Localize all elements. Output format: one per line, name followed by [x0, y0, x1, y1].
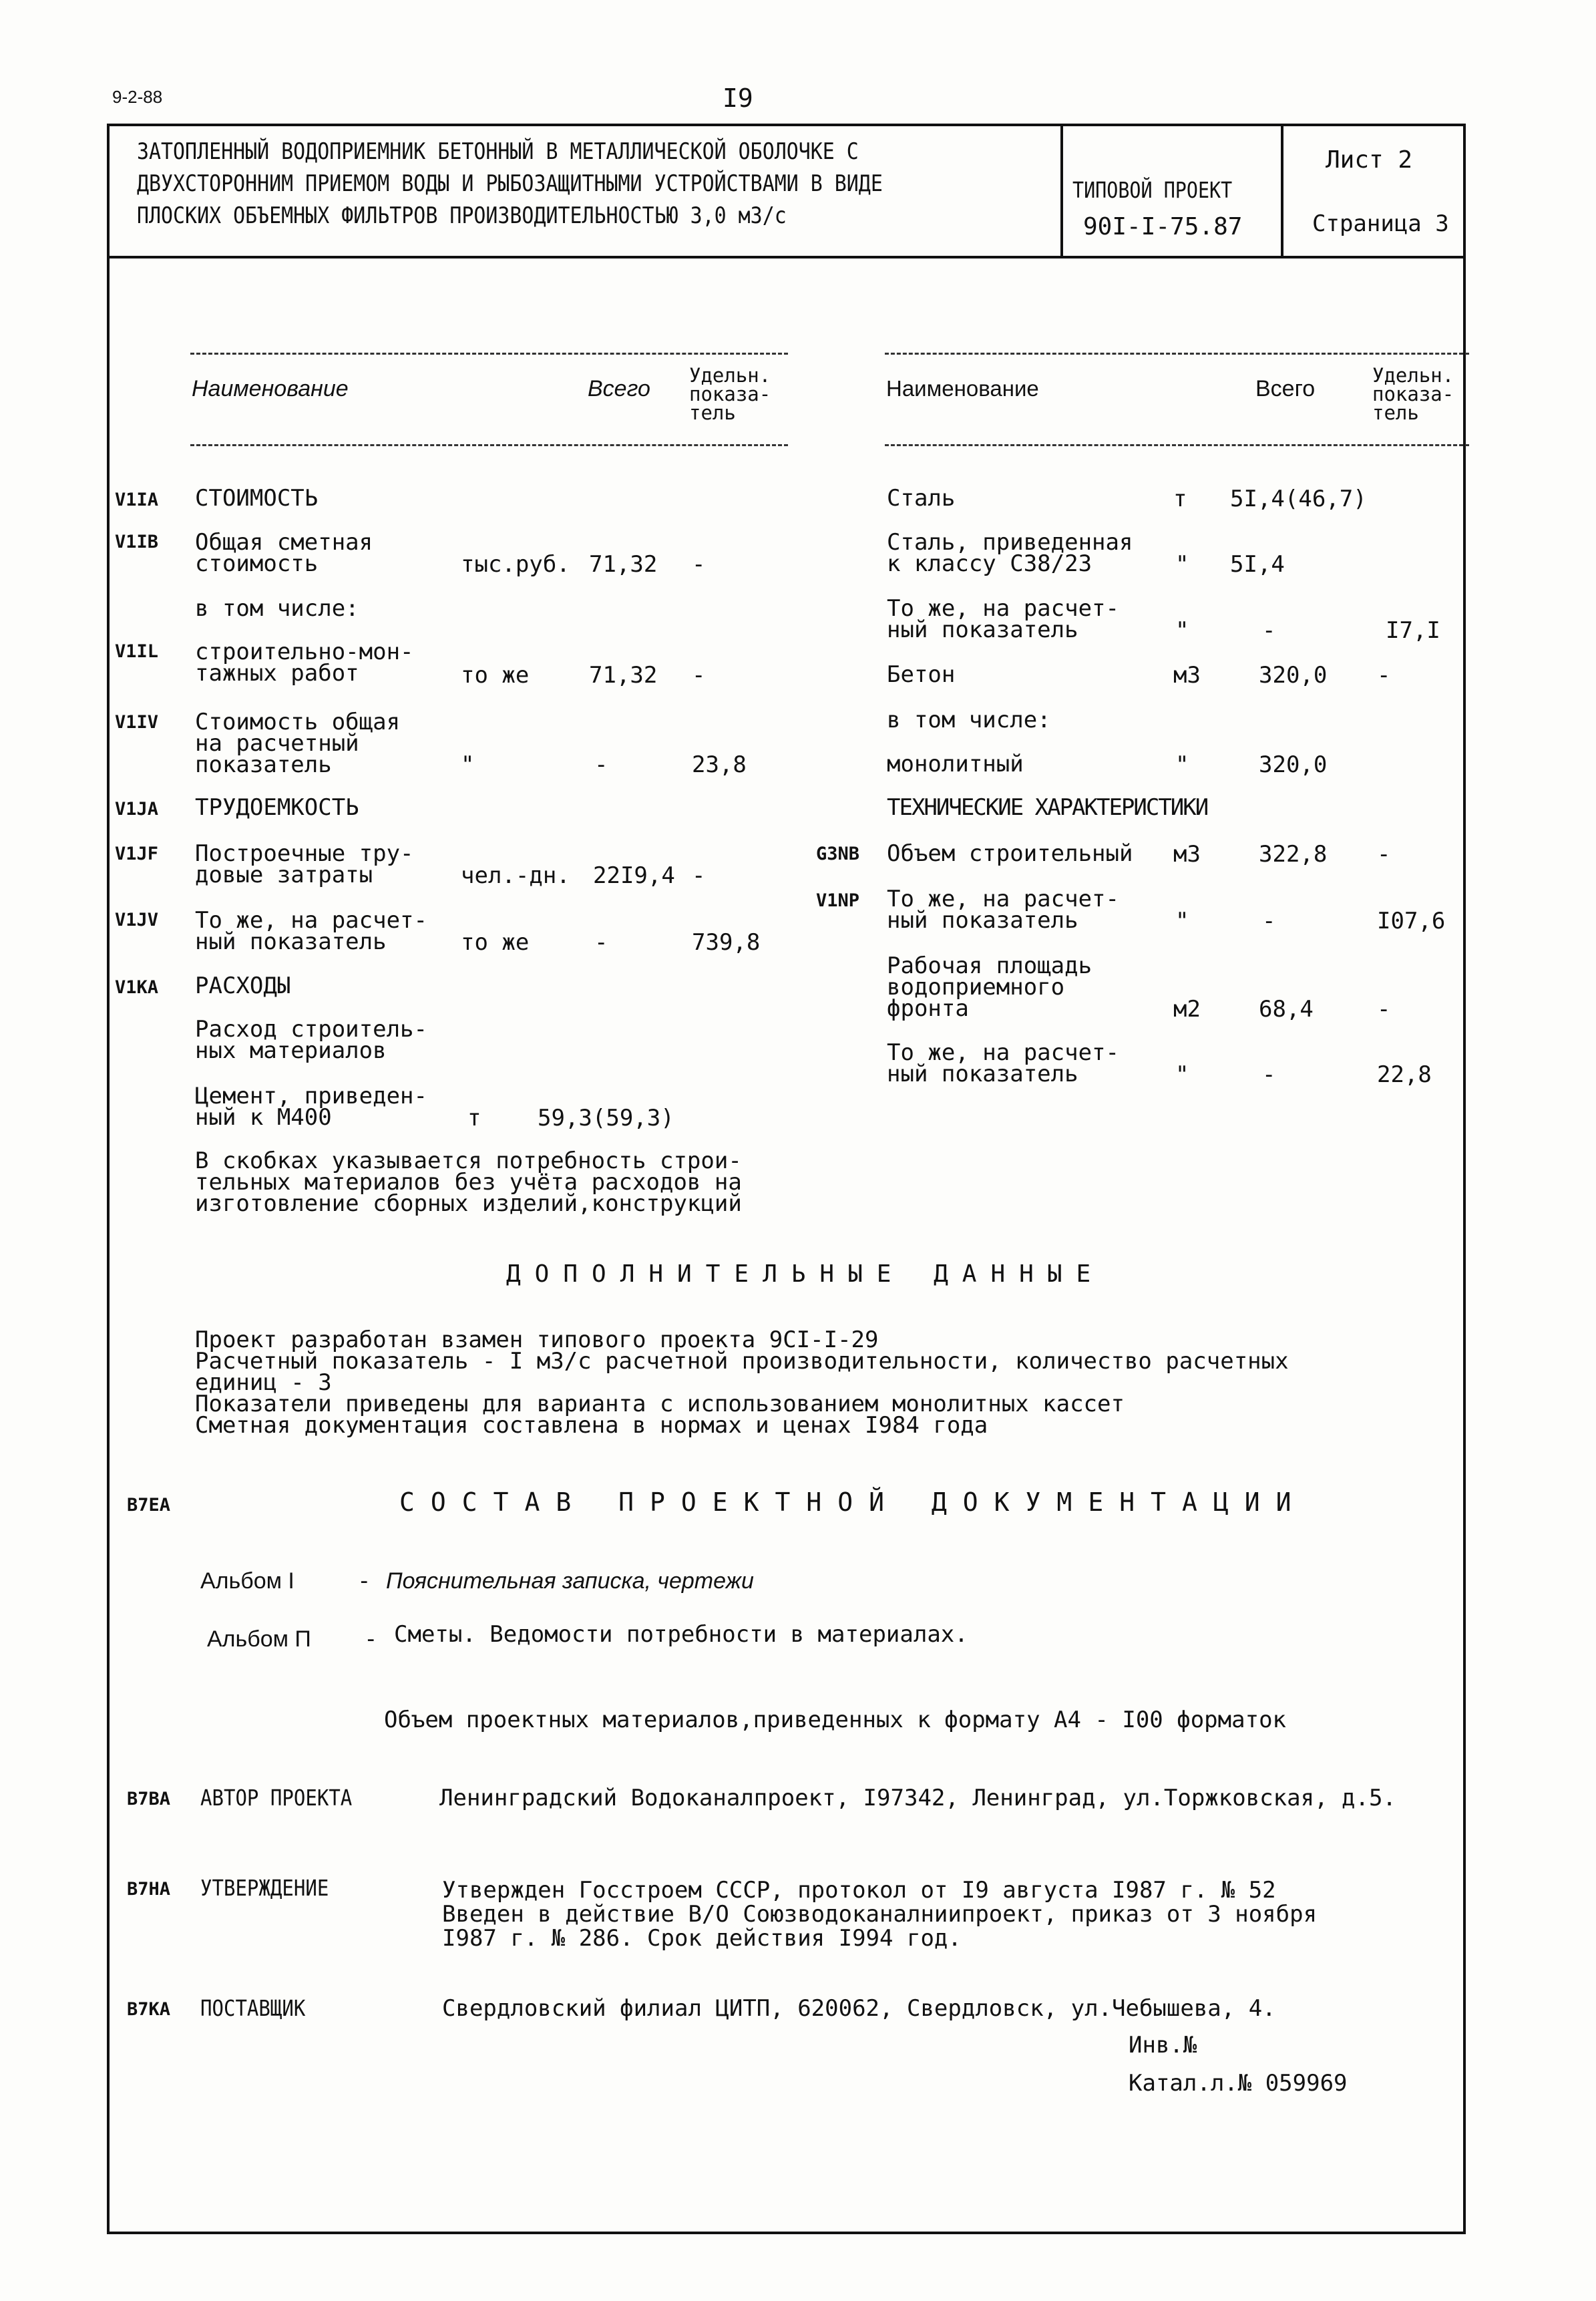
row-specific: -: [1377, 662, 1391, 689]
row-name: в том числе:: [195, 595, 359, 622]
row-total: -: [1262, 617, 1276, 644]
row-specific: -: [692, 551, 706, 578]
right-col-total-header: Всего: [1255, 376, 1316, 401]
title-line-1: ЗАТОПЛЕННЫЙ ВОДОПРИЕМНИК БЕТОННЫЙ В МЕТАЛЛИЧЕСКОЙ ОБОЛОЧКЕ С: [137, 138, 859, 165]
right-header-top-rule: [885, 353, 1469, 355]
title-line-2: ДВУХСТОРОННИМ ПРИЕМОМ ВОДЫ И РЫБОЗАЩИТНЫМИ УСТРОЙСТВАМИ В ВИДЕ: [137, 170, 883, 197]
sheet-number: Лист 2: [1326, 146, 1413, 174]
right-header-bottom-rule: [885, 444, 1469, 446]
row-unit: ": [1175, 751, 1189, 778]
row-total: 5I,4(46,7): [1230, 486, 1367, 512]
album-1-label: Альбом I: [200, 1568, 294, 1594]
row-specific: -: [1377, 841, 1391, 868]
left-col-name-header: Наименование: [192, 376, 349, 401]
row-name: Стоимость общая на расчетный показатель: [195, 709, 401, 778]
row-unit: ": [461, 751, 475, 778]
page-number: I9: [723, 83, 753, 113]
row-name: ТЕХНИЧЕСКИЕ ХАРАКТЕРИСТИКИ: [887, 794, 1208, 821]
document-title: [137, 140, 984, 236]
row-specific: 23,8: [692, 751, 747, 778]
approval-label: УТВЕРЖДЕНИЕ: [200, 1875, 329, 1901]
inventory-number: Инв.№: [1129, 2032, 1197, 2059]
row-unit: то же: [461, 662, 530, 689]
row-name: Рабочая площадь водоприемного фронта: [887, 952, 1092, 1022]
row-code: G3NB: [816, 844, 860, 864]
album-2-dash: -: [364, 1626, 378, 1652]
row-unit: то же: [461, 929, 530, 956]
row-name: РАСХОДЫ: [195, 972, 291, 999]
row-specific: -: [1377, 996, 1391, 1023]
composition-code: B7EA: [127, 1495, 171, 1516]
row-name: То же, на расчет- ный показатель: [887, 595, 1119, 643]
row-unit: тыс.руб.: [461, 551, 570, 578]
composition-heading: СОСТАВ ПРОЕКТНОЙ ДОКУМЕНТАЦИИ: [399, 1487, 1308, 1517]
row-total: 320,0: [1259, 751, 1328, 778]
album-2-label: Альбом П: [207, 1626, 311, 1652]
title-line-3: ПЛОСКИХ ОБЪЕМНЫХ ФИЛЬТРОВ ПРОИЗВОДИТЕЛЬНОСТЬЮ 3,0 м3/с: [137, 202, 787, 229]
row-name: То же, на расчет- ный показатель: [887, 886, 1119, 934]
row-specific: -: [692, 862, 706, 889]
row-unit: ": [1175, 617, 1189, 644]
row-unit: ": [1175, 908, 1189, 934]
row-name: Общая сметная стоимость: [195, 529, 373, 577]
row-total: 71,32: [589, 551, 658, 578]
additional-heading: ДОПОЛНИТЕЛЬНЫЕ ДАННЫЕ: [506, 1260, 1105, 1288]
row-code: V1JF: [115, 844, 159, 864]
supplier-code: B7KA: [127, 1999, 171, 2020]
supplier-label: ПОСТАВЩИК: [200, 1995, 306, 2021]
row-code: V1IV: [115, 712, 159, 733]
page-indicator: Страница 3: [1312, 210, 1449, 237]
row-total: -: [594, 751, 608, 778]
row-name: Бетон: [887, 661, 956, 688]
row-name: Построечные тру- довые затраты: [195, 840, 414, 888]
row-total: -: [1262, 908, 1276, 934]
author-label: АВТОР ПРОЕКТА: [200, 1785, 353, 1811]
row-code: V1JA: [115, 799, 159, 820]
row-name: Сталь: [887, 485, 956, 512]
row-total: 322,8: [1259, 841, 1328, 868]
row-specific: 739,8: [692, 929, 761, 956]
row-name: строительно-мон- тажных работ: [195, 639, 414, 687]
row-unit: м2: [1173, 996, 1201, 1023]
row-total: 59,3(59,3): [538, 1105, 674, 1131]
row-name: СТОИМОСТЬ: [195, 485, 319, 512]
header-divider: [107, 256, 1466, 258]
left-header-top-rule: [190, 353, 788, 355]
row-unit: чел.-дн.: [461, 862, 570, 889]
row-specific: I7,I: [1386, 617, 1440, 644]
row-code: V1IL: [115, 641, 159, 662]
row-specific: 22,8: [1377, 1061, 1432, 1088]
approval-text: Утвержден Госстроем СССР, протокол от I9 августа I987 г. № 52 Введен в действие В/О Союзводоканалниипроект, приказ от 3 ноября I987 г. № 286. Срок действия I994 год.: [442, 1877, 1318, 1952]
row-specific: I07,6: [1377, 908, 1446, 934]
left-note: В скобках указывается потребность строи- тельных материалов без учёта расходов на изготовление сборных изделий,конструкций: [195, 1147, 742, 1217]
row-name: Сталь, приведенная к классу С38/23: [887, 529, 1133, 577]
row-unit: м3: [1173, 841, 1201, 868]
row-name: в том числе:: [887, 707, 1051, 733]
row-name: ТРУДОЕМКОСТЬ: [195, 794, 359, 821]
album-1-text: Пояснительная записка, чертежи: [386, 1568, 754, 1594]
project-number: 90I-I-75.87: [1083, 213, 1243, 240]
author-text: Ленинградский Водоканалпроект, I97342, Ленинград, ул.Торжковская, д.5.: [439, 1785, 1396, 1811]
row-name: То же, на расчет- ный показатель: [195, 907, 427, 955]
header-col-divider-1: [1060, 124, 1063, 257]
row-code: V1KA: [115, 977, 159, 998]
left-header-bottom-rule: [190, 444, 788, 446]
row-unit: м3: [1173, 662, 1201, 689]
row-name: Объем строительный: [887, 840, 1133, 867]
album-2-text: Сметы. Ведомости потребности в материалах.: [394, 1621, 968, 1648]
header-col-divider-2: [1281, 124, 1283, 257]
row-name: Цемент, приведен- ный к М400: [195, 1083, 427, 1131]
author-code: B7BA: [127, 1789, 171, 1809]
project-label: ТИПОВОЙ ПРОЕКТ: [1072, 177, 1233, 203]
row-total: 5I,4: [1230, 551, 1285, 578]
row-name: монолитный: [887, 751, 1024, 777]
row-code: V1NP: [816, 890, 860, 911]
row-total: -: [1262, 1061, 1276, 1088]
project-volume: Объем проектных материалов,приведенных к формату А4 - I00 форматок: [384, 1707, 1287, 1733]
row-name: То же, на расчет- ный показатель: [887, 1039, 1119, 1087]
left-col-total-header: Всего: [588, 376, 650, 401]
supplier-text: Свердловский филиал ЦИТП, 620062, Свердловск, ул.Чебышева, 4.: [442, 1995, 1276, 2022]
additional-text: Проект разработан взамен типового проекта 9СI-I-29 Расчетный показатель - I м3/с расчетной производительности, количество расчетных единиц - 3 Показатели приведены для варианта с использованием монолитных кассет Сметная документация составлена в нормах и ценах I984 года: [195, 1326, 1289, 1439]
row-unit: т: [467, 1105, 481, 1131]
row-code: V1JV: [115, 910, 159, 930]
row-total: 68,4: [1259, 996, 1314, 1023]
row-unit: ": [1175, 1061, 1189, 1088]
row-total: 71,32: [589, 662, 658, 689]
row-unit: т: [1173, 486, 1187, 512]
row-code: V1IB: [115, 532, 159, 552]
row-total: 22I9,4: [593, 862, 675, 889]
row-code: V1IA: [115, 490, 159, 510]
row-total: -: [594, 929, 608, 956]
row-total: 320,0: [1259, 662, 1328, 689]
right-col-specific-header: Удельн. показа- тель: [1372, 364, 1454, 424]
row-specific: -: [692, 662, 706, 689]
row-name: Расход строитель- ных материалов: [195, 1016, 427, 1064]
row-unit: ": [1175, 551, 1189, 578]
album-1-dash: -: [357, 1568, 371, 1594]
approval-code: B7HA: [127, 1879, 171, 1900]
left-col-specific-header: Удельн. показа- тель: [689, 364, 771, 424]
series-code: 9-2-88: [112, 87, 163, 107]
catalog-number: Катал.л.№ 059969: [1129, 2070, 1348, 2097]
right-col-name-header: Наименование: [886, 376, 1039, 401]
